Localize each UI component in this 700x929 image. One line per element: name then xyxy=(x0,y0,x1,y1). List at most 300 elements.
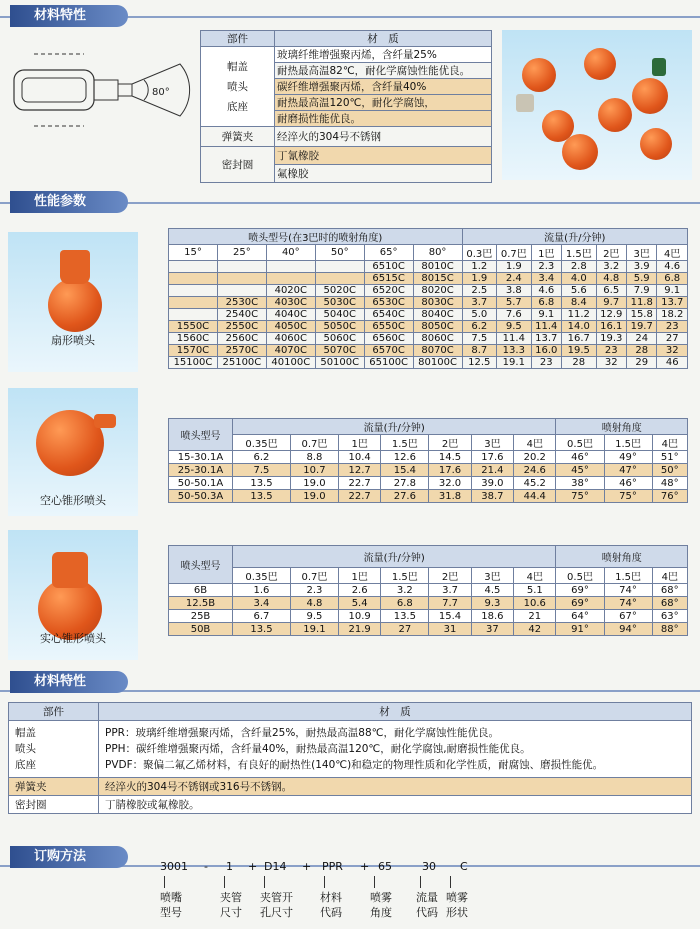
table-cell: 10.9 xyxy=(338,610,380,623)
pressure-head-cell: 0.35巴 xyxy=(233,435,291,451)
material-cell: 经淬火的304号不锈钢 xyxy=(275,127,492,147)
table-cell: 39.0 xyxy=(471,477,513,490)
table-cell: 8015C xyxy=(413,273,462,285)
table-cell: 13.5 xyxy=(381,610,429,623)
material-cell: PPR：玻璃纤维增强聚丙烯，含纤量25%，耐热最高温88℃，耐化学腐蚀性能优良。 PPH：碳纤维增强聚丙烯，含纤量40%，耐热最高温120℃，耐化学腐蚀,耐磨损性能优良。 PVDF：聚偏二氟乙烯材料，有良好的耐热性(140℃)和稳定的物理性质和化学性质，耐腐蚀、磨损性能优。 xyxy=(99,721,692,778)
table-cell: 21.4 xyxy=(471,464,513,477)
part-cap: 帽盖 xyxy=(227,60,248,73)
table-cell: 50° xyxy=(652,464,687,477)
part-seal: 密封圈 xyxy=(201,147,275,183)
table-cell: 24.6 xyxy=(514,464,556,477)
table-cell: 25100C xyxy=(217,357,266,369)
table-cell: 4.6 xyxy=(657,261,688,273)
table-cell: 15.4 xyxy=(381,464,429,477)
angle-head-cell: 15° xyxy=(169,245,218,261)
table-cell: 19.1 xyxy=(497,357,532,369)
order-code-part: + xyxy=(360,860,370,873)
hollow-flow-head: 流量(升/分钟) xyxy=(233,419,556,435)
table-row xyxy=(169,477,688,490)
pressure-head-cell: 3巴 xyxy=(626,245,656,261)
table-cell: 69° xyxy=(556,584,604,597)
pressure-head-cell: 0.7巴 xyxy=(290,435,338,451)
order-connector xyxy=(420,876,421,888)
table-cell: 1.9 xyxy=(497,261,532,273)
material-cell: 碳纤维增强聚丙烯，含纤量40% xyxy=(275,79,492,95)
table-cell: 1570C xyxy=(169,345,218,357)
table-cell: 4.8 xyxy=(596,273,626,285)
table-cell: 8020C xyxy=(413,285,462,297)
table-cell: 8010C xyxy=(413,261,462,273)
table-cell: 6570C xyxy=(364,345,413,357)
table-cell: 27 xyxy=(657,333,688,345)
order-connector xyxy=(164,876,165,888)
table-cell: 5.6 xyxy=(562,285,597,297)
table-cell: 8030C xyxy=(413,297,462,309)
table-cell: 31 xyxy=(429,623,471,636)
table-cell: 32.0 xyxy=(429,477,471,490)
table-cell: 2.6 xyxy=(338,584,380,597)
table-cell: 38° xyxy=(556,477,604,490)
table-cell: 65100C xyxy=(364,357,413,369)
order-connector xyxy=(264,876,265,888)
table-cell: 5.0 xyxy=(462,309,497,321)
material-table-2 xyxy=(8,702,692,814)
table-cell xyxy=(217,261,266,273)
table-cell xyxy=(315,261,364,273)
order-code-part: 3001 xyxy=(160,860,188,873)
table-cell: 7.9 xyxy=(626,285,656,297)
table-cell: 23 xyxy=(596,345,626,357)
table-cell: 1.9 xyxy=(462,273,497,285)
pressure-head-cell: 0.5巴 xyxy=(556,568,604,584)
table-cell: 40100C xyxy=(266,357,315,369)
table-cell: 45.2 xyxy=(514,477,556,490)
table-cell: 6510C xyxy=(364,261,413,273)
table-cell: 74° xyxy=(604,597,652,610)
table-cell: 3.2 xyxy=(596,261,626,273)
part-nozzle: 喷头 xyxy=(227,80,248,93)
table-cell: 22.7 xyxy=(338,490,380,503)
hollow-cone-table xyxy=(168,418,688,503)
table-cell: 5060C xyxy=(315,333,364,345)
table-row xyxy=(169,623,688,636)
material-cell: 耐热最高温82℃，耐化学腐蚀性能优良。 xyxy=(275,63,492,79)
pressure-head-cell: 2巴 xyxy=(429,435,471,451)
order-code-part: 30 xyxy=(422,860,436,873)
table-cell: 21.9 xyxy=(338,623,380,636)
table-cell: 88° xyxy=(652,623,687,636)
table-row xyxy=(169,597,688,610)
part-nozzle: 喷头 xyxy=(15,743,36,755)
table-cell: 6520C xyxy=(364,285,413,297)
angle-head-cell: 40° xyxy=(266,245,315,261)
table-cell: 50100C xyxy=(315,357,364,369)
order-code-part: + xyxy=(248,860,258,873)
table-cell: 45° xyxy=(556,464,604,477)
order-connector xyxy=(450,876,451,888)
table-cell: 63° xyxy=(652,610,687,623)
table-cell: 8.4 xyxy=(562,297,597,309)
order-code-part: PPR xyxy=(322,860,343,873)
material-cell: 丁腈橡胶或氟橡胶。 xyxy=(99,796,692,814)
pressure-head-cell: 0.35巴 xyxy=(233,568,291,584)
table-cell: 20.2 xyxy=(514,451,556,464)
angle-head-cell: 25° xyxy=(217,245,266,261)
table-cell: 5020C xyxy=(315,285,364,297)
table-cell: 9.5 xyxy=(290,610,338,623)
table-cell: 3.7 xyxy=(462,297,497,309)
table-cell: 32 xyxy=(596,357,626,369)
pressure-head-cell: 3巴 xyxy=(471,568,513,584)
table-cell: 18.2 xyxy=(657,309,688,321)
table-cell: 13.5 xyxy=(233,490,291,503)
table-cell: 4040C xyxy=(266,309,315,321)
table-cell: 7.6 xyxy=(497,309,532,321)
fan-nozzle-photo xyxy=(8,232,138,372)
table-row xyxy=(169,297,688,309)
table-cell xyxy=(217,273,266,285)
table-cell: 37 xyxy=(471,623,513,636)
table-cell: 68° xyxy=(652,584,687,597)
table-cell: 6530C xyxy=(364,297,413,309)
table-cell: 19.3 xyxy=(596,333,626,345)
order-code-part: - xyxy=(204,860,208,873)
table-cell: 9.1 xyxy=(657,285,688,297)
table-cell: 8.8 xyxy=(290,451,338,464)
table-cell: 49° xyxy=(604,451,652,464)
table-cell: 11.2 xyxy=(562,309,597,321)
table-cell: 80100C xyxy=(413,357,462,369)
table-cell: 46° xyxy=(604,477,652,490)
order-code-part: C xyxy=(460,860,468,873)
table-row xyxy=(169,309,688,321)
pressure-head-cell: 0.7巴 xyxy=(497,245,532,261)
table-cell: 7.5 xyxy=(462,333,497,345)
material-cell: 经淬火的304号不锈钢或316号不锈钢。 xyxy=(99,778,692,796)
pressure-head-cell: 1.5巴 xyxy=(381,435,429,451)
table-cell: 12.5 xyxy=(462,357,497,369)
table-cell: 6.5 xyxy=(596,285,626,297)
table-row xyxy=(169,285,688,297)
order-label: 夹管 尺寸 xyxy=(220,891,242,919)
table-cell: 6.2 xyxy=(462,321,497,333)
table-cell: 10.7 xyxy=(290,464,338,477)
table-cell: 4.0 xyxy=(562,273,597,285)
table-cell: 19.5 xyxy=(562,345,597,357)
order-code-part: 65 xyxy=(378,860,392,873)
table-row xyxy=(169,273,688,285)
table-row xyxy=(169,490,688,503)
table-cell: 13.7 xyxy=(657,297,688,309)
order-code xyxy=(160,860,480,926)
nozzle-diagram xyxy=(4,40,194,140)
table-cell: 5.7 xyxy=(497,297,532,309)
part-base: 底座 xyxy=(227,100,248,113)
pressure-head-cell: 0.3巴 xyxy=(462,245,497,261)
table-cell: 29 xyxy=(626,357,656,369)
table-cell: 4.6 xyxy=(531,285,561,297)
fan-flow-head: 流量(升/分钟) xyxy=(462,229,687,245)
table-cell: 6515C xyxy=(364,273,413,285)
order-code-part: 1 xyxy=(226,860,233,873)
table-cell: 16.1 xyxy=(596,321,626,333)
table-row xyxy=(169,584,688,597)
table-cell: 64° xyxy=(556,610,604,623)
parts-group xyxy=(9,721,99,778)
table-cell: 8.7 xyxy=(462,345,497,357)
table-cell: 5030C xyxy=(315,297,364,309)
pressure-head-cell: 2巴 xyxy=(429,568,471,584)
table-cell: 48° xyxy=(652,477,687,490)
table-cell: 5040C xyxy=(315,309,364,321)
table-row xyxy=(169,333,688,345)
order-label: 喷雾 形状 xyxy=(446,891,468,919)
table-cell: 9.1 xyxy=(531,309,561,321)
table-cell: 6550C xyxy=(364,321,413,333)
table-cell: 11.8 xyxy=(626,297,656,309)
table-cell: 27.8 xyxy=(381,477,429,490)
pressure-head-cell: 1巴 xyxy=(338,435,380,451)
table-cell: 15100C xyxy=(169,357,218,369)
table-row xyxy=(169,357,688,369)
table-cell: 2550C xyxy=(217,321,266,333)
table-cell: 91° xyxy=(556,623,604,636)
table-cell: 8040C xyxy=(413,309,462,321)
pressure-head-cell: 1巴 xyxy=(338,568,380,584)
table-cell xyxy=(169,285,218,297)
table-cell: 7.5 xyxy=(233,464,291,477)
table-cell: 50-50.3A xyxy=(169,490,233,503)
table-cell: 1550C xyxy=(169,321,218,333)
table-cell: 8050C xyxy=(413,321,462,333)
col-head-material: 材 质 xyxy=(99,703,692,721)
table-cell: 32 xyxy=(657,345,688,357)
fan-nozzle-caption: 扇形喷头 xyxy=(51,334,95,347)
table-cell: 19.1 xyxy=(290,623,338,636)
table-cell: 12.6 xyxy=(381,451,429,464)
order-label: 喷雾 角度 xyxy=(370,891,392,919)
table-cell: 13.3 xyxy=(497,345,532,357)
solid-cone-caption: 实心锥形喷头 xyxy=(40,632,106,645)
pressure-head-cell: 4巴 xyxy=(652,568,687,584)
table-cell: 2530C xyxy=(217,297,266,309)
table-cell: 7.7 xyxy=(429,597,471,610)
table-cell: 44.4 xyxy=(514,490,556,503)
table-cell: 5.4 xyxy=(338,597,380,610)
col-head-material: 材 质 xyxy=(275,31,492,47)
table-row xyxy=(169,321,688,333)
table-cell: 25-30.1A xyxy=(169,464,233,477)
table-cell: 3.4 xyxy=(531,273,561,285)
order-label: 材料 代码 xyxy=(320,891,342,919)
pressure-head-cell: 4巴 xyxy=(652,435,687,451)
pressure-head-cell: 0.5巴 xyxy=(556,435,604,451)
part-base: 底座 xyxy=(15,759,36,771)
table-cell: 68° xyxy=(652,597,687,610)
pressure-head-cell: 4巴 xyxy=(514,435,556,451)
table-cell: 16.7 xyxy=(562,333,597,345)
solid-model-head: 喷头型号 xyxy=(169,546,233,584)
table-cell: 12.7 xyxy=(338,464,380,477)
spray-angle-label: 80° xyxy=(152,87,170,98)
table-cell: 6.7 xyxy=(233,610,291,623)
table-row xyxy=(169,345,688,357)
table-cell: 17.6 xyxy=(429,464,471,477)
table-cell: 3.8 xyxy=(497,285,532,297)
order-connector xyxy=(374,876,375,888)
table-cell: 50B xyxy=(169,623,233,636)
table-cell: 69° xyxy=(556,597,604,610)
table-cell: 15.4 xyxy=(429,610,471,623)
angle-head-cell: 50° xyxy=(315,245,364,261)
table-cell: 13.7 xyxy=(531,333,561,345)
order-label: 流量 代码 xyxy=(416,891,438,919)
table-cell xyxy=(266,261,315,273)
table-cell: 2540C xyxy=(217,309,266,321)
solid-cone-table xyxy=(168,545,688,636)
table-cell: 67° xyxy=(604,610,652,623)
table-cell: 18.6 xyxy=(471,610,513,623)
table-cell: 2.8 xyxy=(562,261,597,273)
table-cell xyxy=(169,273,218,285)
table-cell: 8070C xyxy=(413,345,462,357)
table-cell: 25B xyxy=(169,610,233,623)
pressure-head-cell: 1.5巴 xyxy=(562,245,597,261)
table-cell: 28 xyxy=(562,357,597,369)
table-cell: 5.9 xyxy=(626,273,656,285)
col-head-part: 部件 xyxy=(201,31,275,47)
fan-nozzle-table xyxy=(168,228,688,369)
table-cell: 13.5 xyxy=(233,623,291,636)
table-cell: 15-30.1A xyxy=(169,451,233,464)
order-code-part: D14 xyxy=(264,860,287,873)
table-cell: 76° xyxy=(652,490,687,503)
angle-head-cell: 80° xyxy=(413,245,462,261)
table-cell: 12.5B xyxy=(169,597,233,610)
table-cell: 47° xyxy=(604,464,652,477)
table-cell: 38.7 xyxy=(471,490,513,503)
table-cell: 2.3 xyxy=(531,261,561,273)
table-cell xyxy=(169,261,218,273)
order-connector xyxy=(224,876,225,888)
table-cell: 1.2 xyxy=(462,261,497,273)
parts-group xyxy=(201,47,275,127)
table-cell: 6.8 xyxy=(531,297,561,309)
part-clip: 弹簧夹 xyxy=(9,778,99,796)
hollow-cone-caption: 空心锥形喷头 xyxy=(40,494,106,507)
table-cell: 1.6 xyxy=(233,584,291,597)
material-cell: 耐热最高温120℃，耐化学腐蚀， xyxy=(275,95,492,111)
table-cell: 19.0 xyxy=(290,477,338,490)
pressure-head-cell: 4巴 xyxy=(514,568,556,584)
table-cell: 6.8 xyxy=(381,597,429,610)
table-cell: 4030C xyxy=(266,297,315,309)
table-cell: 3.2 xyxy=(381,584,429,597)
table-cell: 4.8 xyxy=(290,597,338,610)
pressure-head-cell: 3巴 xyxy=(471,435,513,451)
table-cell: 9.5 xyxy=(497,321,532,333)
table-cell: 6540C xyxy=(364,309,413,321)
table-cell: 28 xyxy=(626,345,656,357)
table-cell: 11.4 xyxy=(531,321,561,333)
table-cell: 9.7 xyxy=(596,297,626,309)
solid-angle-head: 喷射角度 xyxy=(556,546,688,568)
table-cell: 11.4 xyxy=(497,333,532,345)
table-cell xyxy=(169,309,218,321)
material-cell: 玻璃纤维增强聚丙烯，含纤量25% xyxy=(275,47,492,63)
material-cell: 耐磨损性能优良。 xyxy=(275,111,492,127)
table-cell: 6B xyxy=(169,584,233,597)
section-header-performance: 性能参数 xyxy=(10,191,128,213)
table-cell: 75° xyxy=(604,490,652,503)
table-cell: 46° xyxy=(556,451,604,464)
table-cell: 3.4 xyxy=(233,597,291,610)
pressure-head-cell: 2巴 xyxy=(596,245,626,261)
table-cell: 50-50.1A xyxy=(169,477,233,490)
section-header-ordering: 订购方法 xyxy=(10,846,128,868)
table-cell: 23 xyxy=(657,321,688,333)
table-cell: 94° xyxy=(604,623,652,636)
pressure-head-cell: 1.5巴 xyxy=(604,435,652,451)
table-cell: 2560C xyxy=(217,333,266,345)
table-cell: 4050C xyxy=(266,321,315,333)
table-cell: 5.1 xyxy=(514,584,556,597)
table-cell: 10.4 xyxy=(338,451,380,464)
table-cell: 15.8 xyxy=(626,309,656,321)
pressure-head-cell: 1巴 xyxy=(531,245,561,261)
table-cell: 21 xyxy=(514,610,556,623)
table-cell: 8060C xyxy=(413,333,462,345)
part-clip: 弹簧夹 xyxy=(201,127,275,147)
table-cell: 19.0 xyxy=(290,490,338,503)
table-cell: 2.5 xyxy=(462,285,497,297)
solid-flow-head: 流量(升/分钟) xyxy=(233,546,556,568)
table-cell: 5070C xyxy=(315,345,364,357)
col-head-part: 部件 xyxy=(9,703,99,721)
section-header-material: 材料特性 xyxy=(10,5,128,27)
table-cell: 31.8 xyxy=(429,490,471,503)
pressure-head-cell: 0.7巴 xyxy=(290,568,338,584)
table-cell: 17.6 xyxy=(471,451,513,464)
fan-model-head: 喷头型号(在3巴时的喷射角度) xyxy=(169,229,463,245)
table-cell xyxy=(169,297,218,309)
section-header-material-2: 材料特性 xyxy=(10,671,128,693)
table-cell: 23 xyxy=(531,357,561,369)
table-cell: 51° xyxy=(652,451,687,464)
table-cell: 6.8 xyxy=(657,273,688,285)
angle-head-cell: 65° xyxy=(364,245,413,261)
table-cell: 2570C xyxy=(217,345,266,357)
table-row xyxy=(169,610,688,623)
material-cell: 氟橡胶 xyxy=(275,165,492,183)
table-cell: 14.5 xyxy=(429,451,471,464)
table-cell xyxy=(217,285,266,297)
table-cell: 42 xyxy=(514,623,556,636)
table-cell: 75° xyxy=(556,490,604,503)
table-row xyxy=(169,261,688,273)
table-cell: 6.2 xyxy=(233,451,291,464)
table-cell: 2.3 xyxy=(290,584,338,597)
nozzle-photo xyxy=(502,30,692,180)
material-cell: 丁氰橡胶 xyxy=(275,147,492,165)
table-cell: 22.7 xyxy=(338,477,380,490)
table-cell: 4070C xyxy=(266,345,315,357)
pressure-head-cell: 4巴 xyxy=(657,245,688,261)
table-cell: 16.0 xyxy=(531,345,561,357)
table-cell: 9.3 xyxy=(471,597,513,610)
part-seal: 密封圈 xyxy=(9,796,99,814)
table-cell: 27 xyxy=(381,623,429,636)
